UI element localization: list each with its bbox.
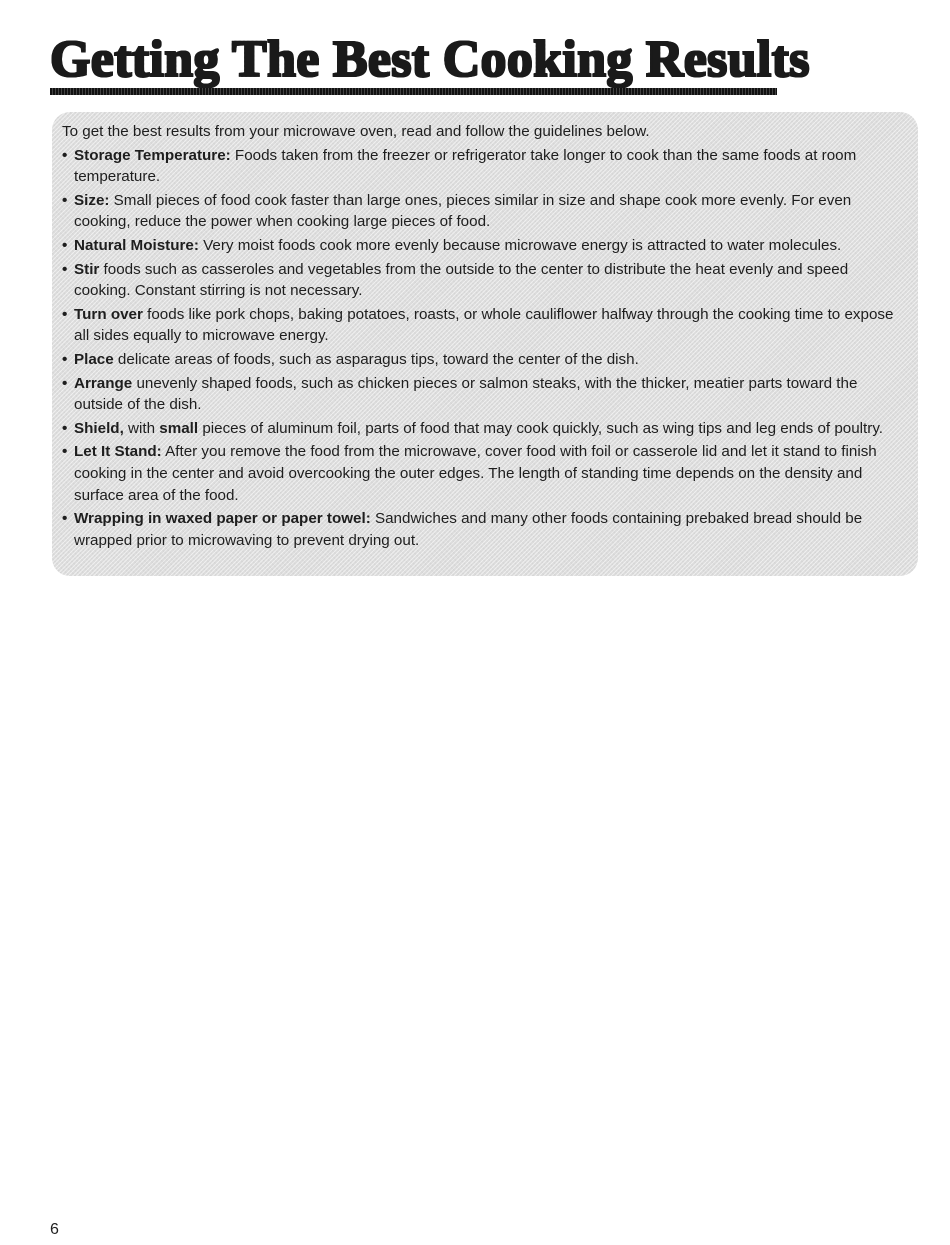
guidelines-panel	[52, 112, 918, 576]
guideline-term: Size:	[74, 191, 110, 209]
page-number: 6	[50, 1221, 59, 1238]
guideline-shield	[62, 418, 904, 440]
guideline-size	[62, 190, 904, 233]
guideline-text: Very moist foods cook more evenly because microwave energy is attracted to water molecules.	[198, 236, 842, 254]
guidelines-list	[62, 145, 904, 552]
title-underline-rule	[50, 88, 777, 95]
guideline-term: Let It Stand:	[74, 443, 162, 461]
guideline-term: Shield,	[74, 419, 124, 437]
bullet-icon: •	[62, 146, 68, 164]
guideline-text: unevenly shaped foods, such as chicken pieces or salmon steaks, with the thicker, meatier parts toward the outside of the dish.	[74, 374, 858, 414]
guideline-text: After you remove the food from the microwave, cover food with foil or casserole lid and let it stand to finish cooking in the center and avoid overcooking the outer edges. The length of standing time depends on the density and surface area of the food.	[74, 443, 877, 504]
guideline-term: Storage Temperature:	[74, 146, 231, 164]
page-title: Getting The Best Cooking Results	[50, 31, 810, 88]
bullet-icon: •	[62, 443, 68, 461]
guideline-storage-temperature	[62, 145, 904, 188]
guideline-turn-over	[62, 304, 904, 347]
guideline-text: Small pieces of food cook faster than large ones, pieces similar in size and shape cook more evenly. For even cooking, reduce the power when cooking large pieces of food.	[74, 191, 852, 231]
guideline-term-small: small	[159, 419, 199, 437]
guideline-term: Place	[74, 350, 114, 368]
intro-text: To get the best results from your microwave oven, read and follow the guidelines below.	[62, 123, 650, 140]
guideline-text: delicate areas of foods, such as asparagus tips, toward the center of the dish.	[113, 350, 639, 368]
bullet-icon: •	[62, 350, 68, 368]
guideline-term: Turn over	[74, 305, 143, 323]
guideline-text: with	[123, 419, 160, 437]
guideline-arrange	[62, 373, 904, 416]
guideline-natural-moisture	[62, 235, 904, 257]
guideline-let-it-stand	[62, 441, 904, 506]
bullet-icon: •	[62, 374, 68, 392]
bullet-icon: •	[62, 510, 68, 528]
guideline-stir	[62, 259, 904, 302]
guideline-text: foods like pork chops, baking potatoes, roasts, or whole cauliflower halfway through the cooking time to expose all sides equally to microwave energy.	[74, 305, 894, 345]
guideline-term: Stir	[74, 260, 100, 278]
guideline-term: Wrapping in waxed paper or paper towel:	[74, 510, 371, 528]
guideline-wrapping	[62, 508, 904, 551]
guideline-term: Natural Moisture:	[74, 236, 199, 254]
guideline-text: foods such as casseroles and vegetables from the outside to the center to distribute the heat evenly and speed cooking. Constant stirring is not necessary.	[74, 260, 849, 300]
bullet-icon: •	[62, 260, 68, 278]
bullet-icon: •	[62, 236, 68, 254]
bullet-icon: •	[62, 191, 68, 209]
guideline-place	[62, 349, 904, 371]
guideline-text: Sandwiches and many other foods containing prebaked bread should be wrapped prior to microwaving to prevent drying out.	[74, 510, 863, 549]
guideline-term: Arrange	[74, 374, 133, 392]
bullet-icon: •	[62, 419, 68, 437]
bullet-icon: •	[62, 305, 68, 323]
guideline-text-continued: pieces of aluminum foil, parts of food that may cook quickly, such as wing tips and leg ends of poultry.	[198, 419, 884, 437]
guideline-text: Foods taken from the freezer or refrigerator take longer to cook than the same foods at room temperature.	[74, 146, 857, 186]
